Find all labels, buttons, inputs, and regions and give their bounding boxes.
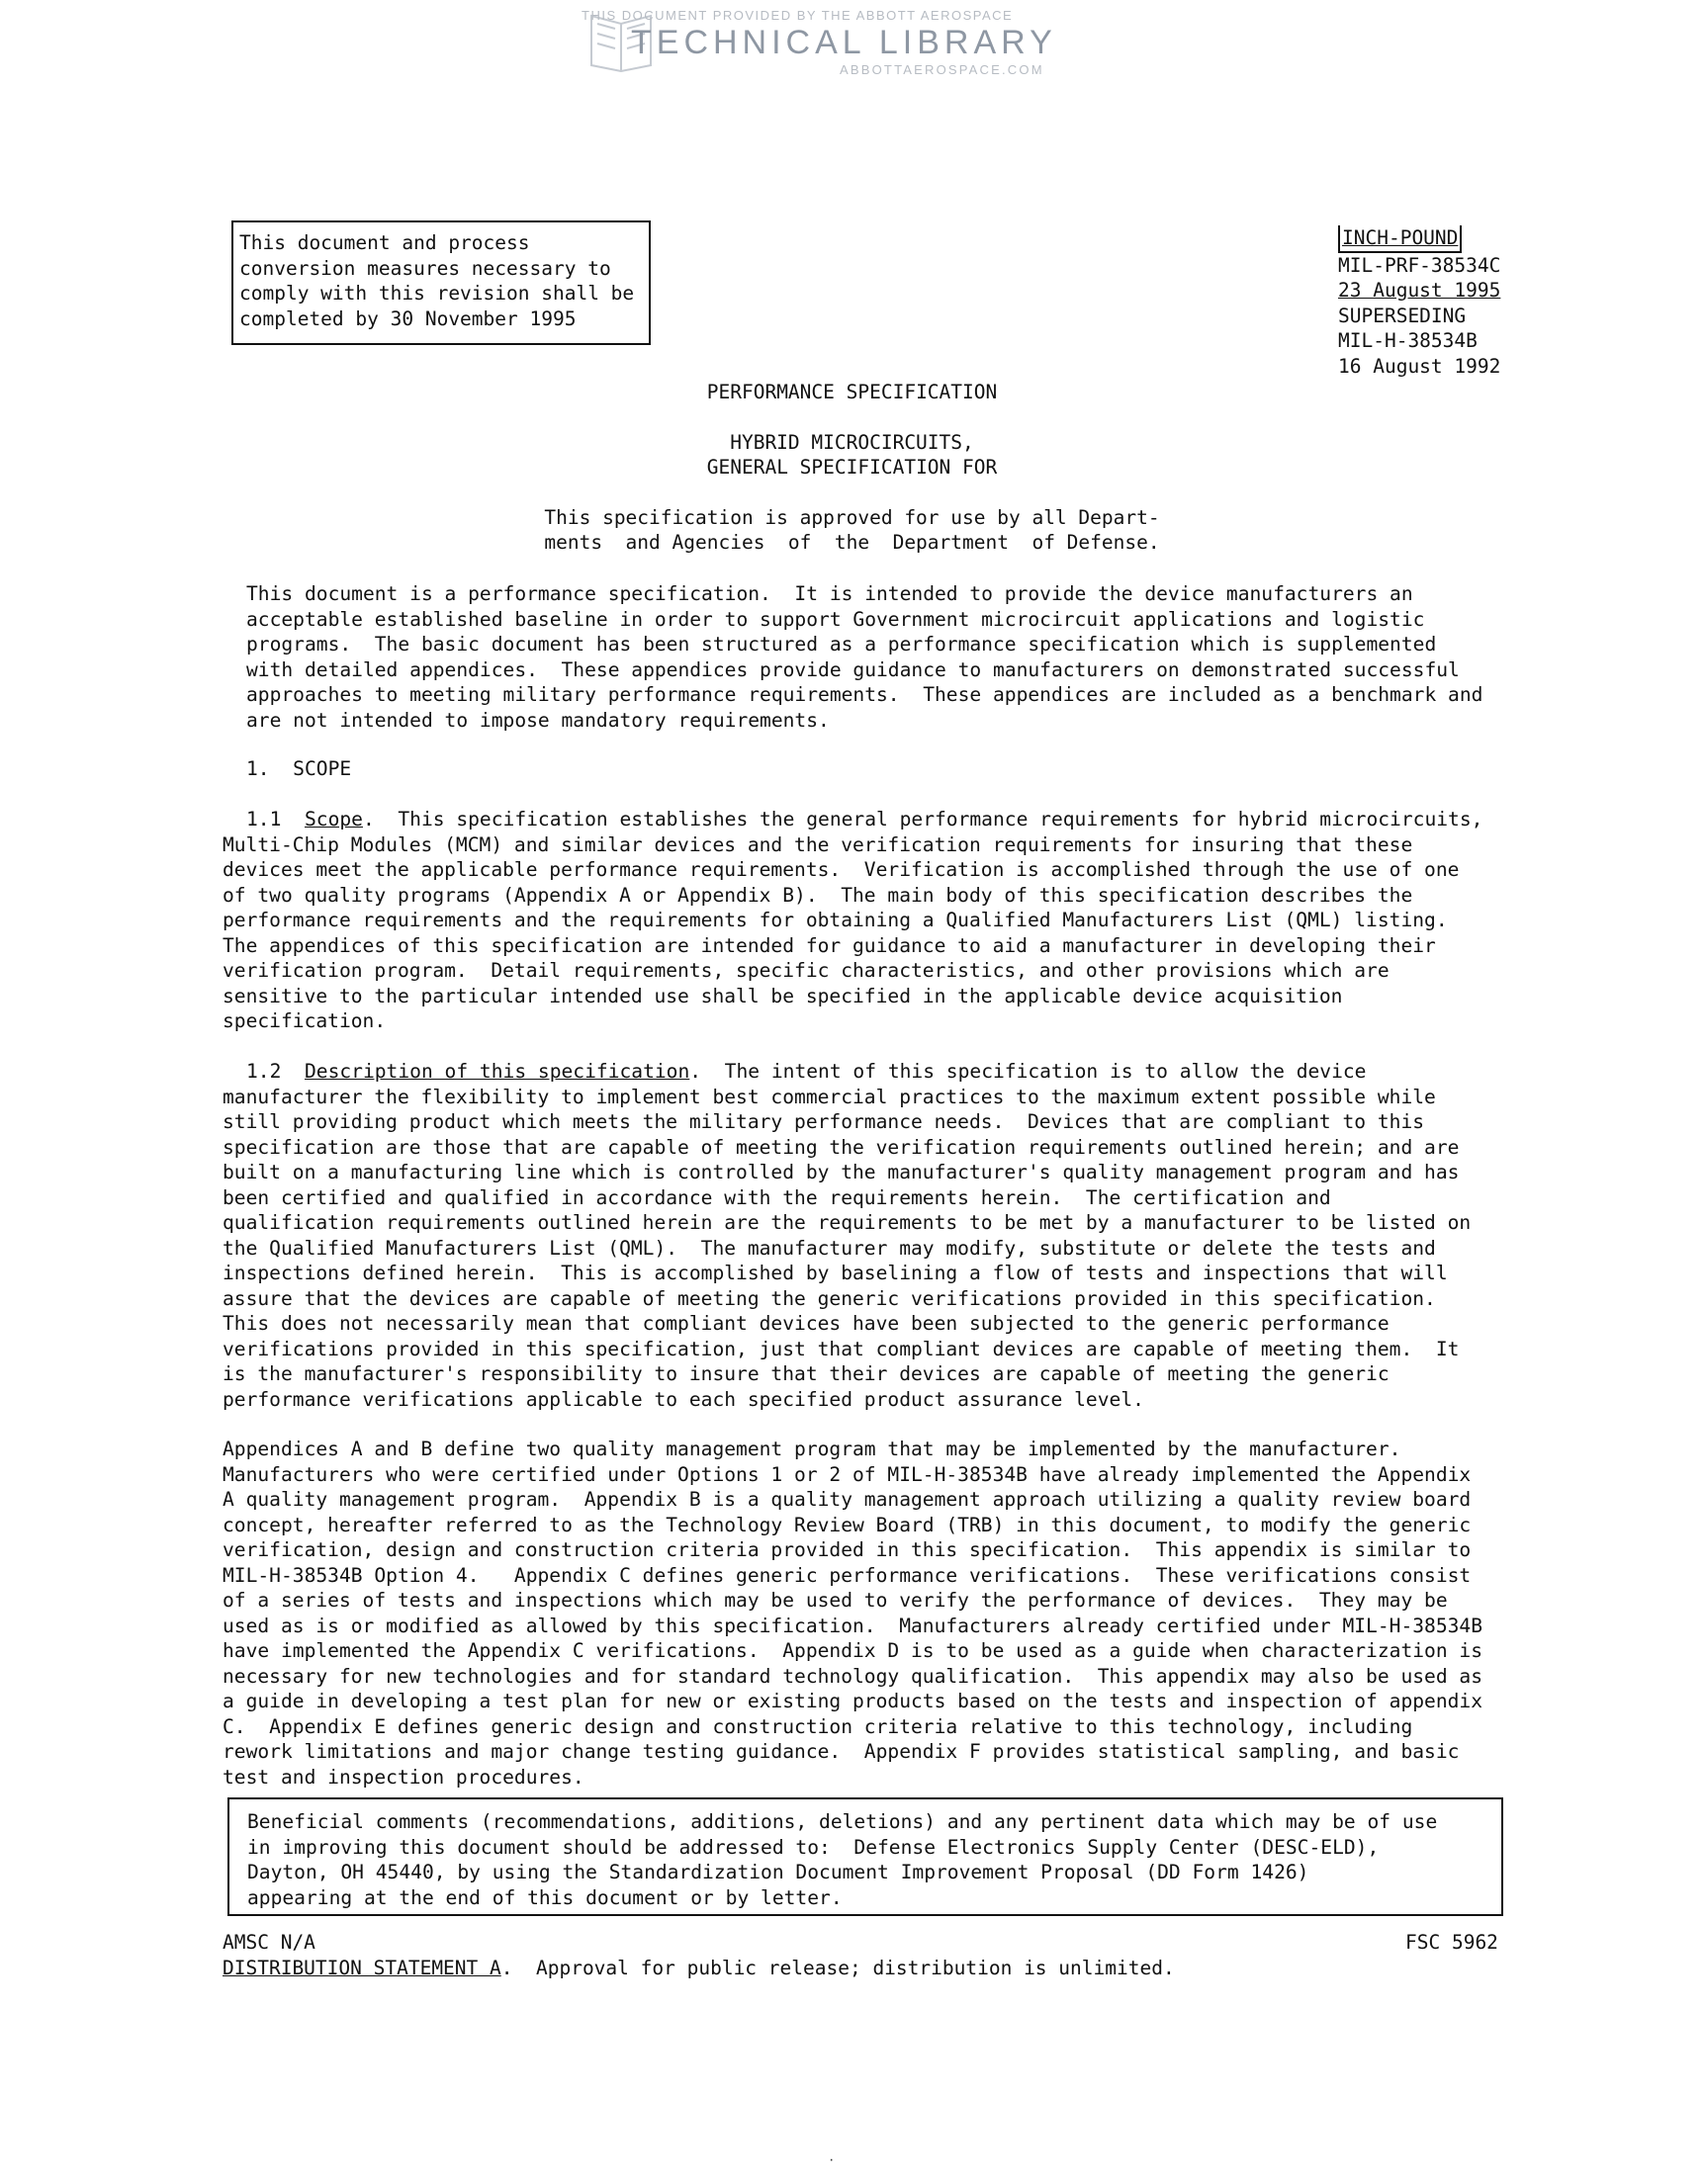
- text-line: Appendices A and B define two quality management program that may be implemented by the manufacturer.: [223, 1438, 1401, 1460]
- text-line: performance verifications applicable to each specified product assurance level.: [223, 1387, 1144, 1411]
- text-line: qualification requirements outlined herein are the requirements to be met by a manufacturer to be listed on: [223, 1211, 1472, 1234]
- inch-pound-label: INCH-POUND: [1338, 225, 1462, 253]
- distribution-text: . Approval for public release; distribution is unlimited.: [500, 1957, 1175, 1979]
- text-line: inspections defined herein. This is accomplished by baselining a flow of tests and inspections that will: [223, 1262, 1448, 1284]
- text-line: The appendices of this specification are intended for guidance to aid a manufacturer in developing their: [223, 933, 1436, 957]
- notice-line: This document and process: [239, 231, 530, 254]
- text-line: manufacturer the flexibility to implement best commercial practices to the maximum extent possible while: [223, 1085, 1436, 1108]
- superseded-document-number: MIL-H-38534B: [1338, 329, 1478, 352]
- fsc-label: FSC 5962: [1405, 1931, 1498, 1954]
- page-mark: ·: [829, 2151, 835, 2168]
- watermark-title: TECHNICAL LIBRARY: [631, 24, 1057, 61]
- text-line: verification program. Detail requirements, specific characteristics, and other provisions which are: [223, 959, 1390, 982]
- text-line: specification are those that are capable of meeting the verification requirements outlined herein; and are: [223, 1135, 1460, 1159]
- document-title-line1: HYBRID MICROCIRCUITS,: [730, 431, 974, 454]
- appendices-paragraph: [223, 1437, 1482, 1790]
- text-line: . This specification establishes the general performance requirements for hybrid microcircuits,: [362, 808, 1483, 830]
- text-line: MIL-H-38534B Option 4. Appendix C defines generic performance verifications. These verifications consist: [223, 1563, 1472, 1587]
- text-line: verification, design and construction criteria provided in this specification. This appendix is similar to: [223, 1538, 1472, 1561]
- library-watermark: [554, 4, 1108, 79]
- document-title-line2: GENERAL SPECIFICATION FOR: [706, 456, 998, 479]
- amsc-label: AMSC N/A: [223, 1931, 315, 1954]
- text-line: C. Appendix E defines generic design and construction criteria relative to this technology, including: [223, 1714, 1413, 1738]
- text-line: This does not necessarily mean that compliant devices have been subjected to the generic performance: [223, 1312, 1390, 1335]
- text-line: Beneficial comments (recommendations, additions, deletions) and any pertinent data which may be of use: [247, 1810, 1438, 1833]
- text-line: with detailed appendices. These appendices provide guidance to manufacturers on demonstrated successful: [246, 657, 1460, 681]
- text-line: concept, hereafter referred to as the Technology Review Board (TRB) in this document, to modify the generic: [223, 1513, 1472, 1536]
- approval-line1: This specification is approved for use by all Depart-: [544, 506, 1160, 529]
- section-heading-scope: 1. SCOPE: [246, 757, 352, 780]
- text-line: acceptable established baseline in order to support Government microcircuit applications and logistic: [246, 607, 1425, 631]
- text-line: test and inspection procedures.: [223, 1765, 584, 1789]
- paragraph-number: 1.2: [246, 1060, 305, 1083]
- paragraph-1-1-scope: [223, 807, 1482, 1034]
- text-line: programs. The basic document has been structured as a performance specification which is supplemented: [246, 633, 1437, 655]
- text-line: still providing product which meets the military performance needs. Devices that are compliant to this: [223, 1110, 1425, 1133]
- watermark-provider-line: THIS DOCUMENT PROVIDED BY THE ABBOTT AEROSPACE: [582, 8, 1014, 23]
- conversion-notice-box: [231, 220, 651, 345]
- document-date: 23 August 1995: [1338, 279, 1501, 302]
- text-line: A quality management program. Appendix B is a quality management approach utilizing a quality review board: [223, 1488, 1472, 1511]
- notice-line: conversion measures necessary to: [239, 256, 611, 280]
- text-line: Multi-Chip Modules (MCM) and similar devices and the verification requirements for insuring that these: [223, 832, 1413, 856]
- text-line: rework limitations and major change testing guidance. Appendix F provides statistical sampling, and basic: [223, 1740, 1460, 1763]
- text-line: approaches to meeting military performance requirements. These appendices are included as a benchmark and: [246, 683, 1483, 706]
- paragraph-number: 1.1: [246, 808, 305, 830]
- text-line: are not intended to impose mandatory requirements.: [246, 708, 830, 732]
- text-line: verifications provided in this specification, just that compliant devices are capable of meeting them. It: [223, 1337, 1460, 1360]
- watermark-url: ABBOTTAEROSPACE.COM: [840, 62, 1044, 77]
- text-line: in improving this document should be addressed to: Defense Electronics Supply Center (DESC-ELD),: [247, 1835, 1380, 1859]
- text-line: of a series of tests and inspections which may be used to verify the performance of devices. They may be: [223, 1589, 1448, 1612]
- text-line: devices meet the applicable performance requirements. Verification is accomplished through the use of one: [223, 858, 1460, 881]
- text-line: been certified and qualified in accordance with the requirements herein. The certification and: [223, 1185, 1331, 1209]
- intro-paragraph: [246, 581, 1482, 733]
- text-line: . The intent of this specification is to allow the device: [689, 1060, 1367, 1083]
- distribution-label: DISTRIBUTION STATEMENT A: [223, 1957, 501, 1979]
- document-identification: [1338, 225, 1500, 379]
- text-line: necessary for new technologies and for standard technology qualification. This appendix may also be used as: [223, 1664, 1483, 1688]
- superseded-document-date: 16 August 1992: [1338, 354, 1501, 378]
- specification-type: PERFORMANCE SPECIFICATION: [706, 381, 998, 403]
- text-line: is the manufacturer's responsibility to insure that their devices are capable of meeting the generic: [223, 1362, 1390, 1385]
- notice-line: completed by 30 November 1995: [239, 306, 577, 330]
- paragraph-lead: Description of this specification: [304, 1060, 690, 1083]
- text-line: specification.: [223, 1009, 387, 1032]
- paragraph-1-2-description: [223, 1059, 1471, 1412]
- text-line: This document is a performance specification. It is intended to provide the device manufacturers an: [246, 582, 1413, 605]
- text-line: Manufacturers who were certified under Options 1 or 2 of MIL-H-38534B have already implemented the Appendix: [223, 1462, 1472, 1486]
- superseding-label: SUPERSEDING: [1338, 304, 1467, 327]
- approval-line2: ments and Agencies of the Department of Defense.: [544, 531, 1160, 554]
- text-line: used as is or modified as allowed by this specification. Manufacturers already certified under MIL-H-38534B: [223, 1614, 1483, 1637]
- text-line: built on a manufacturing line which is controlled by the manufacturer's quality management program and has: [223, 1161, 1460, 1183]
- text-line: sensitive to the particular intended use shall be specified in the applicable device acquisition: [223, 984, 1343, 1007]
- document-number: MIL-PRF-38534C: [1338, 253, 1501, 277]
- paragraph-lead: Scope: [304, 808, 363, 830]
- text-line: Dayton, OH 45440, by using the Standardization Document Improvement Proposal (DD Form 1426): [247, 1861, 1309, 1883]
- distribution-statement: [223, 1956, 1175, 1981]
- beneficial-comments-box: [227, 1797, 1503, 1916]
- text-line: performance requirements and the requirements for obtaining a Qualified Manufacturers List (QML) listing.: [223, 909, 1448, 931]
- text-line: of two quality programs (Appendix A or Appendix B). The main body of this specification describes the: [223, 883, 1413, 907]
- text-line: a guide in developing a test plan for new or existing products based on the tests and inspection of appendix: [223, 1690, 1483, 1712]
- text-line: appearing at the end of this document or by letter.: [247, 1885, 843, 1909]
- notice-line: comply with this revision shall be: [239, 282, 635, 305]
- text-line: the Qualified Manufacturers List (QML). The manufacturer may modify, substitute or delete the tests and: [223, 1236, 1436, 1260]
- text-line: assure that the devices are capable of meeting the generic verifications provided in this specification.: [223, 1286, 1436, 1310]
- text-line: have implemented the Appendix C verifications. Appendix D is to be used as a guide when characterization is: [223, 1639, 1483, 1662]
